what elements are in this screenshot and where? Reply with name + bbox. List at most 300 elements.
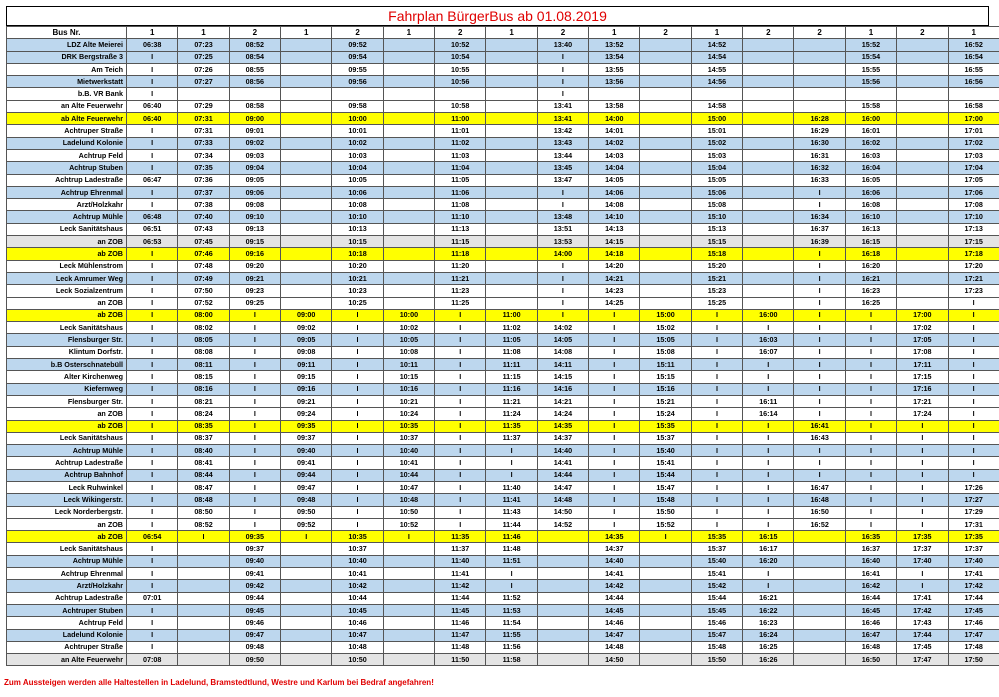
time-cell: 10:44 <box>332 592 383 604</box>
time-cell: 14:48 <box>537 494 588 506</box>
time-cell: 11:44 <box>435 592 486 604</box>
time-cell: I <box>127 297 178 309</box>
time-cell: 09:13 <box>229 223 280 235</box>
time-cell: 17:03 <box>948 149 999 161</box>
time-cell <box>897 260 948 272</box>
time-cell: 08:02 <box>178 322 229 334</box>
time-cell: I <box>332 481 383 493</box>
time-cell: 09:55 <box>332 63 383 75</box>
bus-number-cell: 1 <box>127 27 178 39</box>
time-cell: I <box>127 51 178 63</box>
time-cell: 14:44 <box>589 592 640 604</box>
time-cell <box>178 88 229 100</box>
time-cell: 09:50 <box>281 506 332 518</box>
time-cell <box>383 654 434 666</box>
time-cell: I <box>332 383 383 395</box>
time-cell: I <box>229 457 280 469</box>
time-cell: 09:23 <box>229 285 280 297</box>
bus-number-cell: 1 <box>178 27 229 39</box>
timetable-row <box>7 383 999 395</box>
time-cell: I <box>127 568 178 580</box>
timetable-row <box>7 555 999 567</box>
time-cell: 16:23 <box>743 617 794 629</box>
time-cell: 14:42 <box>589 580 640 592</box>
time-cell: 14:50 <box>537 506 588 518</box>
time-cell <box>281 100 332 112</box>
time-cell: 07:38 <box>178 199 229 211</box>
time-cell: 09:03 <box>229 149 280 161</box>
timetable-row <box>7 285 999 297</box>
time-cell: I <box>691 469 742 481</box>
time-cell: 15:41 <box>691 568 742 580</box>
timetable-row <box>7 641 999 653</box>
time-cell: 11:45 <box>435 604 486 616</box>
time-cell <box>640 113 691 125</box>
time-cell <box>178 641 229 653</box>
time-cell: 09:48 <box>229 641 280 653</box>
timetable-row <box>7 432 999 444</box>
time-cell: I <box>794 457 845 469</box>
time-cell: 07:35 <box>178 162 229 174</box>
time-cell: 15:58 <box>845 100 896 112</box>
time-cell: I <box>589 457 640 469</box>
time-cell <box>281 39 332 51</box>
time-cell: 10:48 <box>383 494 434 506</box>
timetable-row <box>7 309 999 321</box>
time-cell: 06:51 <box>127 223 178 235</box>
time-cell <box>897 199 948 211</box>
stop-name: Achtrup Mühle <box>7 211 127 223</box>
time-cell: I <box>794 260 845 272</box>
time-cell: 17:45 <box>948 604 999 616</box>
timetable-row <box>7 322 999 334</box>
time-cell: I <box>794 359 845 371</box>
timetable-row <box>7 248 999 260</box>
time-cell: 09:44 <box>229 592 280 604</box>
time-cell: I <box>537 199 588 211</box>
time-cell: I <box>127 432 178 444</box>
time-cell: 16:04 <box>845 162 896 174</box>
stop-name: ab ZOB <box>7 248 127 260</box>
time-cell: 08:44 <box>178 469 229 481</box>
time-cell: I <box>127 395 178 407</box>
time-cell: I <box>435 359 486 371</box>
time-cell <box>281 641 332 653</box>
time-cell: 16:31 <box>794 149 845 161</box>
time-cell <box>537 654 588 666</box>
time-cell: 15:10 <box>691 211 742 223</box>
timetable-row <box>7 531 999 543</box>
time-cell: I <box>332 322 383 334</box>
time-cell: 17:42 <box>948 580 999 592</box>
time-cell: 10:44 <box>383 469 434 481</box>
time-cell: 16:37 <box>794 223 845 235</box>
bus-number-header-row <box>7 27 999 39</box>
time-cell <box>897 100 948 112</box>
time-cell <box>486 137 537 149</box>
time-cell: I <box>127 641 178 653</box>
time-cell: I <box>537 272 588 284</box>
time-cell: 17:08 <box>897 346 948 358</box>
time-cell: 10:48 <box>332 641 383 653</box>
time-cell: 10:08 <box>383 346 434 358</box>
time-cell: 10:03 <box>332 149 383 161</box>
time-cell <box>383 76 434 88</box>
time-cell: I <box>589 518 640 530</box>
time-cell: I <box>743 580 794 592</box>
time-cell <box>383 629 434 641</box>
time-cell: I <box>948 383 999 395</box>
time-cell: I <box>794 199 845 211</box>
time-cell: 11:21 <box>486 395 537 407</box>
time-cell: I <box>743 469 794 481</box>
timetable-row <box>7 223 999 235</box>
stop-name: Achtrup Feld <box>7 617 127 629</box>
time-cell <box>383 100 434 112</box>
time-cell: I <box>435 408 486 420</box>
time-cell: 15:02 <box>691 137 742 149</box>
time-cell <box>537 641 588 653</box>
time-cell: I <box>127 481 178 493</box>
time-cell: I <box>794 346 845 358</box>
time-cell <box>383 174 434 186</box>
time-cell: 09:47 <box>229 629 280 641</box>
time-cell: 11:13 <box>435 223 486 235</box>
time-cell: 15:02 <box>640 322 691 334</box>
time-cell: 11:25 <box>435 297 486 309</box>
time-cell: 14:00 <box>537 248 588 260</box>
time-cell <box>383 285 434 297</box>
time-cell: 13:54 <box>589 51 640 63</box>
time-cell <box>383 555 434 567</box>
time-cell: 10:40 <box>383 445 434 457</box>
time-cell: I <box>845 309 896 321</box>
time-cell: 10:06 <box>332 186 383 198</box>
time-cell: 10:24 <box>383 408 434 420</box>
time-cell: 17:02 <box>948 137 999 149</box>
time-cell: I <box>332 420 383 432</box>
time-cell: 17:05 <box>897 334 948 346</box>
timetable-row <box>7 334 999 346</box>
time-cell: 17:08 <box>948 199 999 211</box>
time-cell <box>435 88 486 100</box>
time-cell <box>178 654 229 666</box>
stop-name: ab ZOB <box>7 531 127 543</box>
time-cell: 13:53 <box>537 236 588 248</box>
stop-name: Arzt/Holzkahr <box>7 199 127 211</box>
time-cell <box>640 285 691 297</box>
time-cell: 11:54 <box>486 617 537 629</box>
time-cell <box>640 76 691 88</box>
time-cell <box>383 580 434 592</box>
time-cell: 14:16 <box>537 383 588 395</box>
time-cell: I <box>435 506 486 518</box>
time-cell: 11:05 <box>435 174 486 186</box>
stop-name: an ZOB <box>7 297 127 309</box>
stop-name: Ladelund Kolonie <box>7 137 127 149</box>
stop-name: Kiefernweg <box>7 383 127 395</box>
timetable-row <box>7 592 999 604</box>
time-cell: 10:50 <box>383 506 434 518</box>
time-cell: I <box>383 531 434 543</box>
time-cell: 09:16 <box>229 248 280 260</box>
time-cell: 16:21 <box>845 272 896 284</box>
time-cell: 07:29 <box>178 100 229 112</box>
bus-number-cell: 2 <box>640 27 691 39</box>
time-cell <box>640 199 691 211</box>
time-cell: 16:48 <box>845 641 896 653</box>
time-cell: 16:55 <box>948 63 999 75</box>
time-cell <box>743 260 794 272</box>
time-cell: I <box>537 297 588 309</box>
time-cell: 07:31 <box>178 125 229 137</box>
time-cell: I <box>127 346 178 358</box>
time-cell: I <box>640 531 691 543</box>
time-cell: 16:54 <box>948 51 999 63</box>
time-cell: 10:04 <box>332 162 383 174</box>
time-cell <box>537 543 588 555</box>
time-cell: 17:37 <box>897 543 948 555</box>
time-cell: I <box>537 309 588 321</box>
time-cell: 17:06 <box>948 186 999 198</box>
time-cell: 16:18 <box>845 248 896 260</box>
time-cell: 11:00 <box>435 113 486 125</box>
time-cell <box>743 76 794 88</box>
timetable-row <box>7 149 999 161</box>
time-cell: I <box>332 309 383 321</box>
time-cell: 17:23 <box>948 285 999 297</box>
time-cell: I <box>435 432 486 444</box>
time-cell: I <box>743 383 794 395</box>
time-cell: 09:02 <box>281 322 332 334</box>
time-cell: I <box>127 149 178 161</box>
time-cell <box>640 604 691 616</box>
time-cell: 16:15 <box>845 236 896 248</box>
time-cell: 14:15 <box>589 236 640 248</box>
bus-number-cell: 2 <box>897 27 948 39</box>
time-cell: 17:29 <box>948 506 999 518</box>
time-cell <box>794 543 845 555</box>
time-cell: 07:46 <box>178 248 229 260</box>
time-cell <box>383 186 434 198</box>
time-cell <box>640 149 691 161</box>
time-cell: 14:55 <box>691 63 742 75</box>
time-cell: 09:44 <box>281 469 332 481</box>
time-cell: I <box>486 457 537 469</box>
time-cell: 07:48 <box>178 260 229 272</box>
time-cell <box>281 88 332 100</box>
time-cell <box>743 125 794 137</box>
time-cell: I <box>743 420 794 432</box>
time-cell: 16:32 <box>794 162 845 174</box>
time-cell: I <box>537 76 588 88</box>
time-cell: 11:37 <box>435 543 486 555</box>
time-cell: 14:56 <box>691 76 742 88</box>
time-cell: 15:47 <box>691 629 742 641</box>
time-cell <box>743 248 794 260</box>
time-cell <box>640 162 691 174</box>
time-cell: 10:02 <box>332 137 383 149</box>
time-cell: I <box>691 322 742 334</box>
time-cell: 09:35 <box>281 420 332 432</box>
time-cell: 14:45 <box>589 604 640 616</box>
time-cell: 10:46 <box>332 617 383 629</box>
stop-name: Leck Wikingerstr. <box>7 494 127 506</box>
time-cell: 15:08 <box>640 346 691 358</box>
time-cell <box>178 555 229 567</box>
time-cell: 09:05 <box>229 174 280 186</box>
time-cell: 13:56 <box>589 76 640 88</box>
time-cell <box>743 223 794 235</box>
time-cell: 16:25 <box>845 297 896 309</box>
time-cell: I <box>537 88 588 100</box>
time-cell: 07:25 <box>178 51 229 63</box>
stop-name: Achtrup Ladestraße <box>7 592 127 604</box>
time-cell: I <box>845 518 896 530</box>
time-cell: I <box>332 469 383 481</box>
time-cell: I <box>794 248 845 260</box>
time-cell: 11:15 <box>486 371 537 383</box>
time-cell: 09:47 <box>281 481 332 493</box>
time-cell <box>486 248 537 260</box>
time-cell: 17:13 <box>948 223 999 235</box>
time-cell <box>897 76 948 88</box>
time-cell: 10:35 <box>383 420 434 432</box>
time-cell: 16:37 <box>845 543 896 555</box>
time-cell: 15:21 <box>691 272 742 284</box>
time-cell: 14:02 <box>537 322 588 334</box>
time-cell: 16:03 <box>743 334 794 346</box>
time-cell <box>897 186 948 198</box>
time-cell: 09:00 <box>229 113 280 125</box>
time-cell: 14:03 <box>589 149 640 161</box>
timetable-row <box>7 137 999 149</box>
time-cell: 07:01 <box>127 592 178 604</box>
stop-name: Mietwerkstatt <box>7 76 127 88</box>
time-cell: 11:02 <box>435 137 486 149</box>
time-cell: I <box>332 457 383 469</box>
time-cell: 13:43 <box>537 137 588 149</box>
time-cell: 10:15 <box>332 236 383 248</box>
time-cell: 08:11 <box>178 359 229 371</box>
time-cell: 08:15 <box>178 371 229 383</box>
time-cell <box>383 63 434 75</box>
time-cell: 11:24 <box>486 408 537 420</box>
time-cell <box>743 149 794 161</box>
time-cell: 13:55 <box>589 63 640 75</box>
time-cell: I <box>127 604 178 616</box>
time-cell: I <box>845 383 896 395</box>
time-cell: 14:01 <box>589 125 640 137</box>
time-cell: I <box>332 395 383 407</box>
time-cell: 08:24 <box>178 408 229 420</box>
time-cell <box>794 531 845 543</box>
time-cell <box>281 543 332 555</box>
stop-name: Ladelund Kolonie <box>7 629 127 641</box>
time-cell <box>743 88 794 100</box>
time-cell: 16:52 <box>794 518 845 530</box>
time-cell: 15:48 <box>691 641 742 653</box>
time-cell: 11:35 <box>435 531 486 543</box>
time-cell <box>743 236 794 248</box>
stop-name: Achtrup Ladestraße <box>7 174 127 186</box>
time-cell: 14:52 <box>691 39 742 51</box>
time-cell: I <box>332 346 383 358</box>
time-cell: 10:10 <box>332 211 383 223</box>
time-cell <box>383 248 434 260</box>
time-cell: 15:35 <box>691 531 742 543</box>
time-cell: 15:40 <box>640 445 691 457</box>
time-cell: 07:33 <box>178 137 229 149</box>
time-cell: 16:13 <box>845 223 896 235</box>
stop-name: Leck Sozialzentrum <box>7 285 127 297</box>
time-cell <box>486 39 537 51</box>
time-cell: 16:22 <box>743 604 794 616</box>
time-cell: I <box>435 420 486 432</box>
timetable-row <box>7 76 999 88</box>
time-cell: I <box>948 420 999 432</box>
time-cell: 10:41 <box>383 457 434 469</box>
time-cell: I <box>229 395 280 407</box>
time-cell <box>897 137 948 149</box>
time-cell: 15:13 <box>691 223 742 235</box>
time-cell: 10:35 <box>332 531 383 543</box>
timetable-row <box>7 457 999 469</box>
timetable-row <box>7 445 999 457</box>
time-cell: 11:04 <box>435 162 486 174</box>
time-cell: I <box>897 457 948 469</box>
time-cell: I <box>845 395 896 407</box>
time-cell <box>486 297 537 309</box>
time-cell: 14:20 <box>589 260 640 272</box>
time-cell: I <box>794 297 845 309</box>
timetable <box>6 26 999 666</box>
time-cell <box>743 51 794 63</box>
time-cell <box>640 51 691 63</box>
time-cell: 08:54 <box>229 51 280 63</box>
time-cell: I <box>332 506 383 518</box>
time-cell <box>281 580 332 592</box>
time-cell <box>486 113 537 125</box>
time-cell: 09:45 <box>229 604 280 616</box>
time-cell <box>743 285 794 297</box>
time-cell: 09:50 <box>229 654 280 666</box>
time-cell <box>640 248 691 260</box>
time-cell: I <box>794 309 845 321</box>
time-cell: 11:21 <box>435 272 486 284</box>
time-cell: 13:51 <box>537 223 588 235</box>
time-cell <box>383 137 434 149</box>
time-cell: 11:35 <box>486 420 537 432</box>
time-cell: 10:05 <box>383 334 434 346</box>
time-cell: 10:13 <box>332 223 383 235</box>
stop-name: ab ZOB <box>7 420 127 432</box>
time-cell: 16:28 <box>794 113 845 125</box>
time-cell: 16:41 <box>845 568 896 580</box>
time-cell <box>383 211 434 223</box>
time-cell: 11:52 <box>486 592 537 604</box>
time-cell: 10:11 <box>383 359 434 371</box>
time-cell: 15:05 <box>640 334 691 346</box>
time-cell <box>281 568 332 580</box>
time-cell <box>897 88 948 100</box>
time-cell <box>178 592 229 604</box>
time-cell <box>794 63 845 75</box>
timetable-row <box>7 604 999 616</box>
time-cell: 09:42 <box>229 580 280 592</box>
time-cell <box>383 149 434 161</box>
stop-name: Achtruper Stuben <box>7 604 127 616</box>
